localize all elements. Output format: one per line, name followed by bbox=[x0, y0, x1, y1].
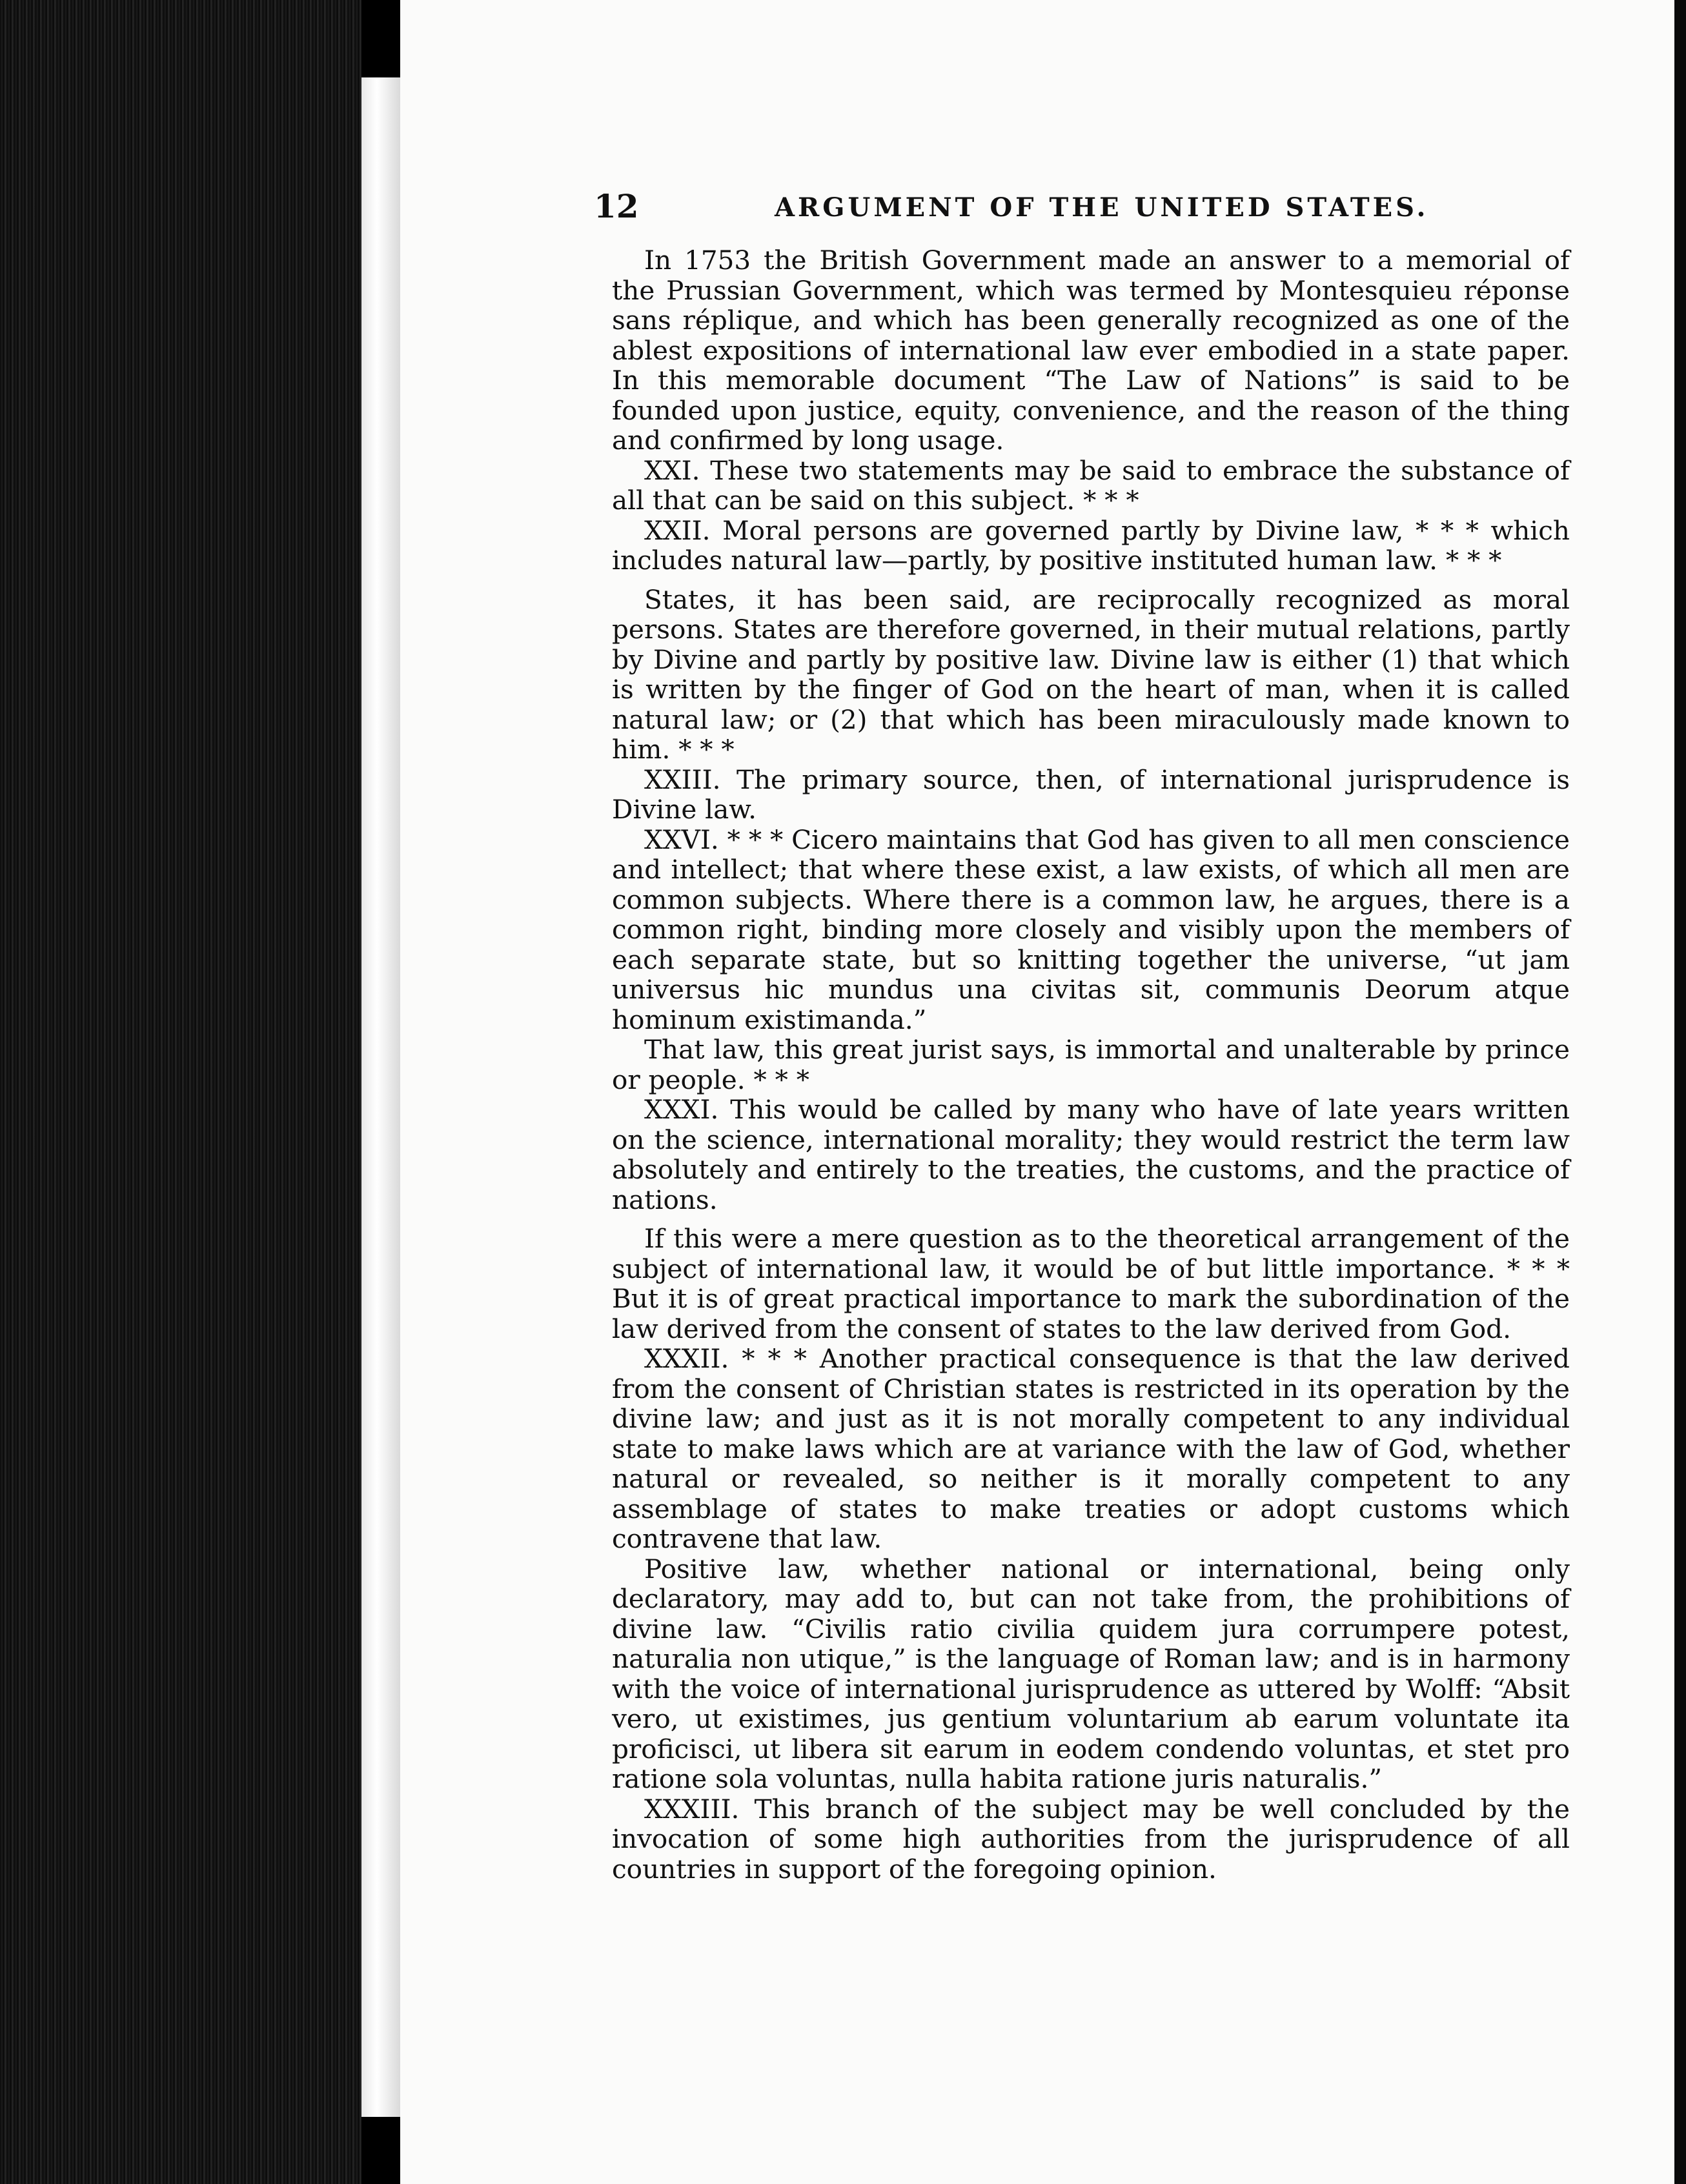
paragraph: States, it has been said, are reciprocally recognized as moral persons. States are therefore governed, in their mutual relations, partly by Divine and partly by positive law. Divine law is either (1) that which is written by the finger of God on the heart of man, when it is called natural law; or (2) that which has been miraculously made known to him. * * * bbox=[612, 583, 1570, 765]
paragraph: XXXII. * * * Another practical consequence is that the law derived from the consent of Christian states is restricted in its operation by the divine law; and just as it is not morally competent to any individual state to make laws which are at variance with the law of God, whether natural or revealed, so neither is it morally competent to any assemblage of states to make treaties or adopt customs which contravene that law. bbox=[612, 1343, 1570, 1554]
paragraph: XXIII. The primary source, then, of international jurisprudence is Divine law. bbox=[612, 763, 1570, 825]
page-right-border bbox=[1674, 0, 1686, 2184]
paragraph: XXII. Moral persons are governed partly by Divine law, * * * which includes natural law—partly, by positive instituted human law. * * * bbox=[612, 514, 1570, 576]
paragraph: XXI. These two statements may be said to embrace the substance of all that can be said on this subject. * * * bbox=[612, 454, 1570, 516]
book-page bbox=[400, 0, 1686, 2184]
page-header bbox=[594, 187, 1575, 232]
page-edge-strip bbox=[361, 77, 400, 2117]
paragraph: XXVI. * * * Cicero maintains that God has given to all men conscience and intellect; that where these exist, a law exists, of which all men are common subjects. Where there is a common law, he argues, there is a common right, binding more closely and visibly upon the members of each separate state, but so knitting together the universe, “ut jam universus hic mundus una civitas sit, communis Deorum atque hominum existimanda.” bbox=[612, 824, 1570, 1035]
paragraph: If this were a mere question as to the theoretical arrangement of the subject of international law, it would be of but little importance. * * * But it is of great practical importance to mark the subordination of the law derived from the consent of states to the law derived from God. bbox=[612, 1223, 1570, 1344]
paragraph: That law, this great jurist says, is immortal and unalterable by prince or people. * * * bbox=[612, 1034, 1570, 1095]
body-text bbox=[612, 245, 1570, 1884]
paragraph: XXXIII. This branch of the subject may be well concluded by the invocation of some high authorities from the jurisprudence of all countries in support of the foregoing opinion. bbox=[612, 1793, 1570, 1885]
running-head: ARGUMENT OF THE UNITED STATES. bbox=[775, 192, 1429, 223]
page-number: 12 bbox=[594, 187, 639, 225]
book-spine-edge bbox=[0, 0, 361, 2184]
paragraph: Positive law, whether national or international, being only declaratory, may add to, but can not take from, the prohibitions of divine law. “Civilis ratio civilia quidem jura corrumpere potest, naturalia non utique,” is the language of Roman law; and is in harmony with the voice of international jurisprudence as uttered by Wolff: “Absit vero, ut existimes, jus gentium voluntarium ab earum voluntate ita proficisci, ut libera sit earum in eodem condendo voluntas, et stet pro ratione sola voluntas, nulla habita ratione juris naturalis.” bbox=[612, 1553, 1570, 1794]
paragraph: In 1753 the British Government made an answer to a memorial of the Prussian Government, which was termed by Montesquieu réponse sans réplique, and which has been generally recognized as one of the ablest expositions of international law ever embodied in a state paper. In this memorable document “The Law of Nations” is said to be founded upon justice, equity, convenience, and the reason of the thing and confirmed by long usage. bbox=[612, 245, 1570, 456]
paragraph: XXXI. This would be called by many who have of late years written on the science, international morality; they would restrict the term law absolutely and entirely to the treaties, the customs, and the practice of nations. bbox=[612, 1094, 1570, 1215]
